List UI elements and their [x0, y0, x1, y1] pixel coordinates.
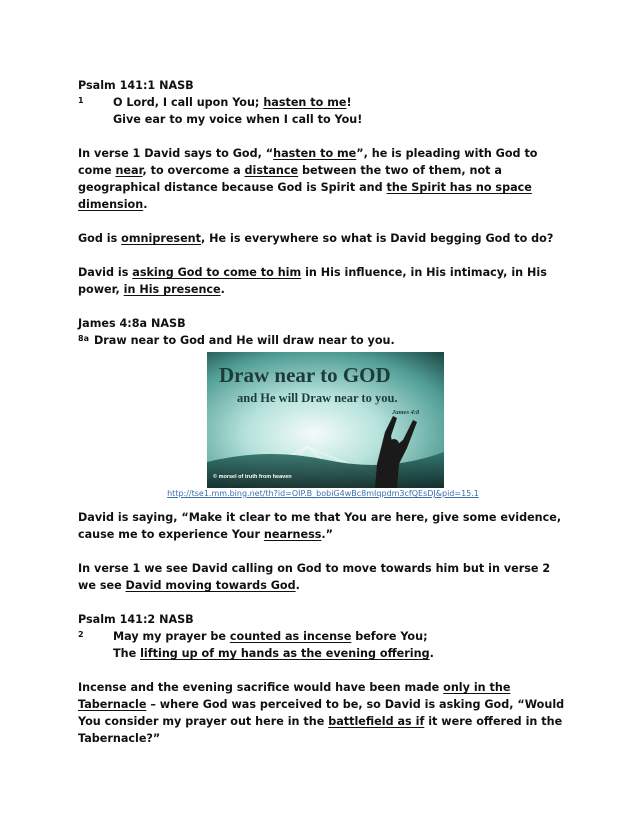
- verse-line: [78, 332, 568, 349]
- scripture-reference: Psalm 141:1 NASB: [78, 79, 194, 92]
- image-source-link[interactable]: http://tse1.mm.bing.net/th?id=OIP.B_bobiG4wBc8mIqpdm3cfQEsDJ&pid=15.1: [167, 489, 479, 498]
- document-body: [78, 77, 568, 747]
- verse-text: Draw near to God and He will draw near to you.: [94, 334, 395, 347]
- draw-near-image: [207, 352, 444, 488]
- underlined-phrase: omnipresent: [121, 232, 201, 245]
- image-verse-ref: James 4:8: [392, 409, 420, 416]
- underlined-phrase: hasten to me: [273, 147, 357, 160]
- verse-text: O Lord, I call upon You; hasten to me!: [113, 96, 352, 109]
- verse-line: [78, 628, 568, 645]
- verse-number: 2: [78, 630, 84, 639]
- verse-number: 1: [78, 96, 84, 105]
- underlined-phrase: in His presence: [123, 283, 221, 296]
- image-title-line2: and He will Draw near to you.: [237, 391, 398, 405]
- paragraph: In verse 1 we see David calling on God to move towards him but in verse 2 we see David moving towards God.: [78, 562, 551, 592]
- verse-line: [78, 94, 568, 111]
- verse-text: May my prayer be counted as incense before You;: [113, 630, 428, 643]
- image-title-line1: Draw near to GOD: [219, 363, 391, 387]
- underlined-phrase: near: [115, 164, 143, 177]
- underlined-phrase: nearness: [263, 528, 322, 541]
- worship-picture: [207, 352, 444, 488]
- underlined-phrase: lifting up of my hands as the evening offering: [140, 647, 430, 660]
- image-watermark: © morsel of truth from heaven: [213, 474, 292, 480]
- underlined-phrase: counted as incense: [229, 630, 352, 643]
- verse-text: Give ear to my voice when I call to You!: [113, 113, 363, 126]
- scripture-reference: James 4:8a NASB: [78, 317, 186, 330]
- paragraph: In verse 1 David says to God, “hasten to me”, he is pleading with God to come near, to overcome a distance between the two of them, not a geographical distance because God is Spirit and the Spirit has no space dimension.: [78, 147, 538, 211]
- underlined-phrase: only in the Tabernacle: [78, 681, 511, 711]
- underlined-phrase: battlefield as if: [328, 715, 425, 728]
- underlined-phrase: asking God to come to him: [132, 266, 302, 279]
- verse-text: The lifting up of my hands as the evening offering.: [113, 647, 434, 660]
- underlined-phrase: David moving towards God: [125, 579, 296, 592]
- paragraph: God is omnipresent, He is everywhere so what is David begging God to do?: [78, 232, 554, 245]
- scripture-reference: Psalm 141:2 NASB: [78, 613, 194, 626]
- paragraph: David is asking God to come to him in His influence, in His intimacy, in His power, in His presence.: [78, 266, 547, 296]
- underlined-phrase: hasten to me: [263, 96, 347, 109]
- underlined-phrase: distance: [244, 164, 299, 177]
- paragraph: Incense and the evening sacrifice would have been made only in the Tabernacle – where God was perceived to be, so David is asking God, “Would You consider my prayer out here in the battlefield as if it were offered in the Tabernacle?”: [78, 681, 565, 745]
- underlined-phrase: the Spirit has no space dimension: [78, 181, 532, 211]
- verse-number: 8a: [78, 334, 89, 343]
- paragraph: David is saying, “Make it clear to me that You are here, give some evidence, cause me to experience Your nearness.”: [78, 511, 562, 541]
